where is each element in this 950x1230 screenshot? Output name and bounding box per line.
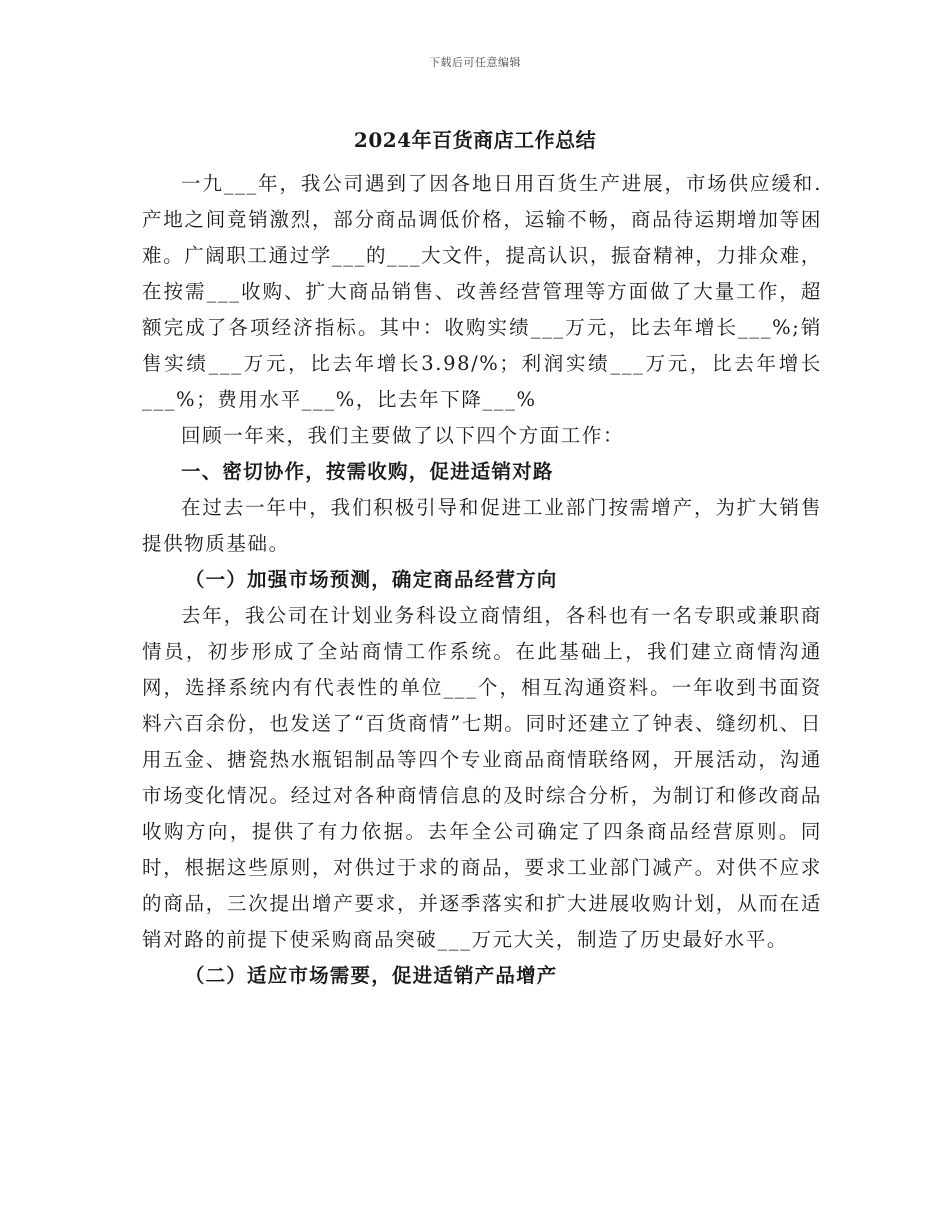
review-paragraph: 回顾一年来，我们主要做了以下四个方面工作： [181,424,625,447]
subsection-1-paragraph: 去年，我公司在计划业务科设立商情组，各科也有一名专职或兼职商情员，初步形成了全站商情工作系统。在此基础上，我们建立商情沟通网，选择系统内有代表性的单位___个，相互沟通资料。一年收到书面资料六百余份，也发送了“百货商情”七期。同时还建立了钟表、缝纫机、日用五金、搪瓷热水瓶铝制品等四个专业商品商情联络网，开展活动，沟通市场变化情况。经过对各种商情信息的及时综合分析，为制订和修改商品收购方向，提供了有力依据。去年全公司确定了四条商品经营原则。同时，根据这些原则，对供过于求的商品，要求工业部门减产。对供不应求的商品，三次提出增产要求，并逐季落实和扩大进展收购计划，从而在适销对路的前提下使采购商品突破___万元大关，制造了历史最好水平。 [142,604,822,951]
section-1-paragraph: 在过去一年中，我们积极引导和促进工业部门按需增产，为扩大销售提供物质基础。 [142,496,822,555]
intro-paragraph: 一九___年，我公司遇到了因各地日用百货生产进展，市场供应缓和.产地之间竟销激烈，部分商品调低价格，运输不畅，商品待运期增加等困难。广阔职工通过学___的___大文件，提高认识，振奋精神，力排众难，在按需___收购、扩大商品销售、改善经营管理等方面做了大量工作，超额完成了各项经济指标。其中：收购实绩___万元，比去年增长___%;销售实绩___万元，比去年增长3.98/%；利润实绩___万元，比去年增长___%；费用水平___%，比去年下降___% [142,172,823,411]
subsection-heading-1: （一）加强市场预测，确定商品经营方向 [184,568,558,591]
document-title: 2024年百货商店工作总结 [353,128,597,152]
subsection-heading-2: （二）适应市场需要，促进适销产品增产 [184,964,558,987]
section-heading-1: 一、密切协作，按需收购，促进适销对路 [181,460,554,483]
header-note: 下载后可任意编辑 [429,56,521,69]
document-body [142,166,822,994]
